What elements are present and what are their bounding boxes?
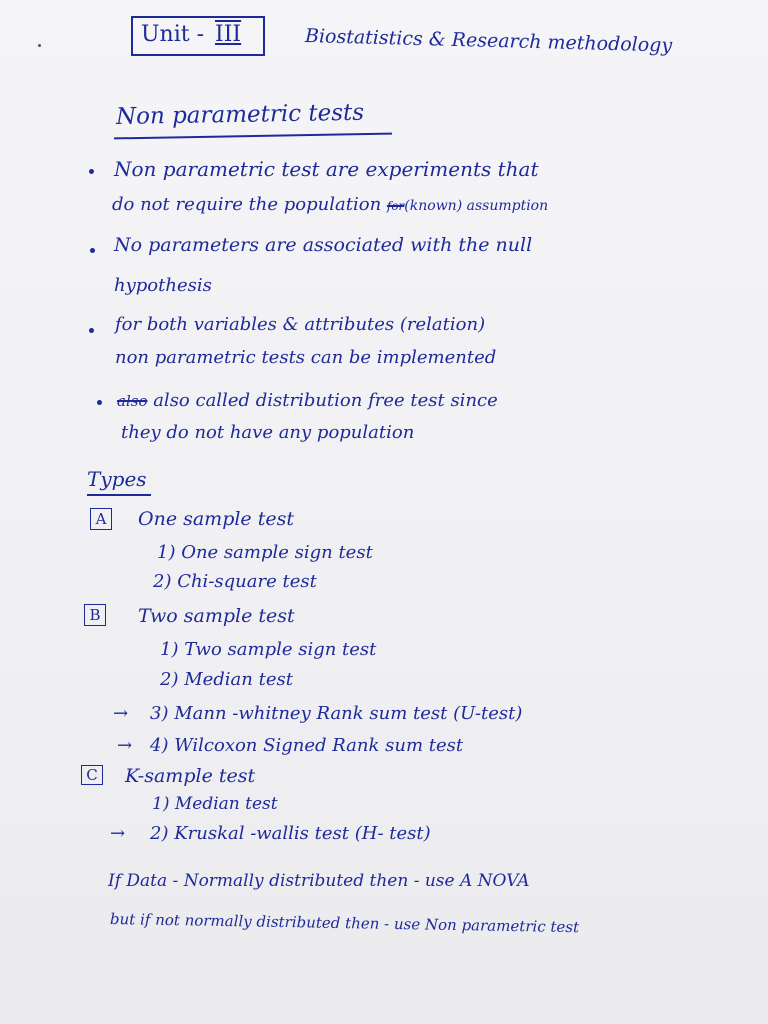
group-c-title: K-sample test [125,765,256,787]
bullet-dot [89,169,94,174]
bullet-2-line-1: No parameters are associated with the null [114,234,533,256]
bullet-1-line-2 [112,196,548,214]
bullet-4-line-1 [117,392,498,410]
footer-line-1: If Data - Normally distributed then - use A NOVA [108,871,530,891]
group-c-item-1: 1) Median test [152,794,278,814]
bullet-1-struck-word: for [386,199,405,213]
group-a-item-1: 1) One sample sign test [157,542,373,563]
bullet-4-line-2: they do not have any population [121,422,415,443]
group-b-item-1: 1) Two sample sign test [160,639,377,660]
group-b-item-4: 4) Wilcoxon Signed Rank sum test [150,735,464,756]
bullet-1-line-2-end: (known) assumption [404,198,549,214]
group-c-box: C [81,765,103,785]
bullet-4-struck-word: also [117,392,148,410]
heading-underline [114,133,392,140]
group-b-item-3: 3) Mann -whitney Rank sum test (U-test) [150,703,523,724]
page-heading: Non parametric tests [115,99,365,130]
footer-line-2: but if not normally distributed then - use Non parametric test [109,910,580,937]
group-a-title: One sample test [138,508,294,530]
unit-number: III [215,22,242,47]
bullet-1-line-1: Non parametric test are experiments that [114,157,539,181]
bullet-2-line-2: hypothesis [114,275,212,296]
types-heading: Types [87,467,147,491]
types-underline [87,494,151,496]
bullet-dot [90,248,95,253]
bullet-dot [89,328,94,333]
bullet-3-line-1: for both variables & attributes (relation) [115,314,486,335]
bullet-3-line-2: non parametric tests can be implemented [115,347,497,368]
subject-title: Biostatistics & Research methodology [304,25,673,57]
paper-speck [38,44,41,47]
bullet-1-line-2-start: do not require the population [112,194,382,215]
bullet-dot [97,400,102,405]
group-a-box: A [90,508,112,530]
group-b-title: Two sample test [138,605,295,627]
group-b-box: B [84,604,106,626]
unit-label: Unit - [141,22,205,47]
group-c-item-2: 2) Kruskal -wallis test (H- test) [150,823,431,844]
arrow-icon: → [117,735,133,756]
arrow-icon: → [113,703,129,724]
group-a-item-2: 2) Chi-square test [153,571,317,592]
group-b-item-2: 2) Median test [160,669,293,690]
bullet-4-line-1-text: also called distribution free test since [153,390,498,411]
arrow-icon: → [110,823,126,844]
